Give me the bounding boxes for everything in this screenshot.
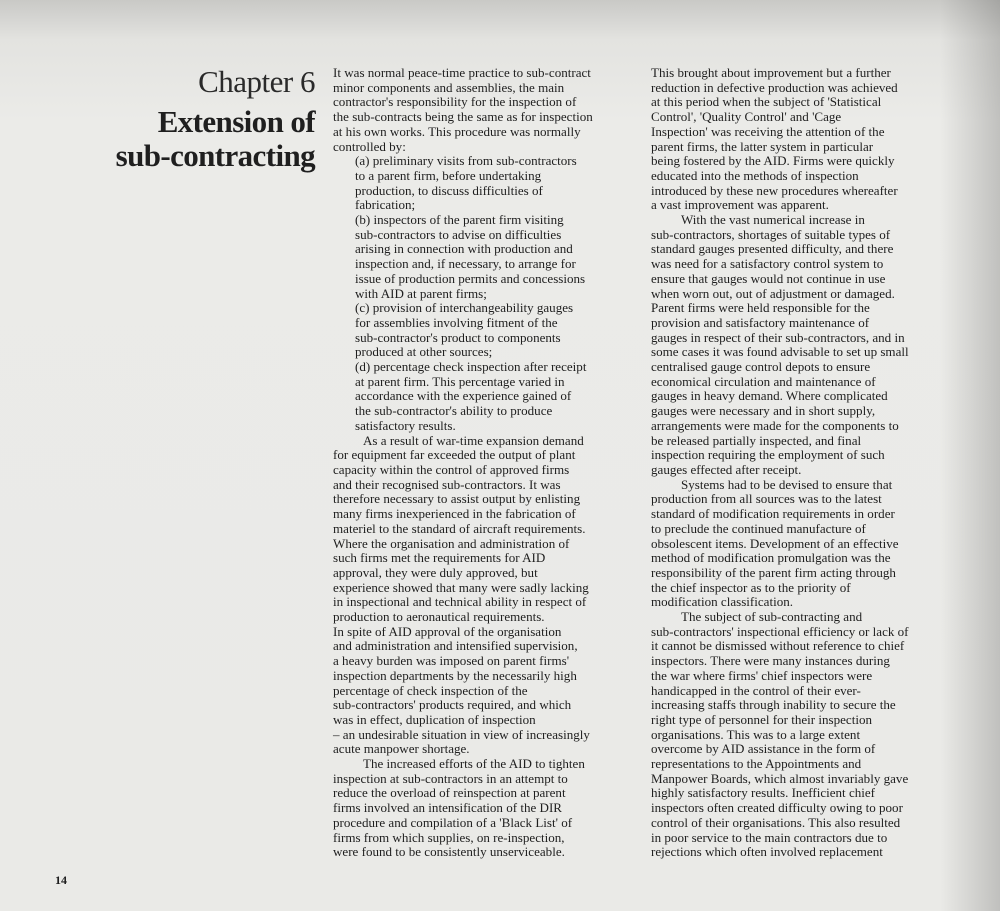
text-line: It was normal peace-time practice to sub-contract <box>333 65 591 80</box>
text-line: to preclude the continued manufacture of <box>651 520 866 536</box>
text-line: issue of production permits and concessions <box>355 270 586 286</box>
text-line: be released partially inspected, and final <box>651 432 862 448</box>
text-line: being fostered by the AID. Firms were quickly <box>651 153 895 169</box>
text-line: experience showed that many were sadly lacking <box>333 579 589 595</box>
page-number: 14 <box>55 873 67 887</box>
text-line: centralised gauge control depots to ensure <box>651 359 871 375</box>
text-line: Systems had to be devised to ensure that <box>681 476 893 492</box>
text-line: rejections which often involved replacement <box>651 844 883 860</box>
text-line: approval, they were duly approved, but <box>333 564 538 580</box>
text-line: obsolescent items. Development of an effective <box>651 535 899 551</box>
text-line: method of modification promulgation was the <box>651 550 891 566</box>
text-line: modification classification. <box>651 594 794 610</box>
text-line: Manpower Boards, which almost invariably gave <box>651 770 909 786</box>
text-line: educated into the methods of inspection <box>651 167 859 183</box>
text-line: sub-contractors, shortages of suitable types of <box>651 226 891 242</box>
text-line: at his own works. This procedure was normally <box>333 123 581 139</box>
text-line: with AID at parent firms; <box>355 285 487 301</box>
text-line: at this period when the subject of 'Statistical <box>651 94 882 110</box>
text-line: the war where firms' chief inspectors were <box>651 667 873 683</box>
text-line: for assemblies involving fitment of the <box>355 314 558 330</box>
text-line: With the vast numerical increase in <box>681 212 865 228</box>
text-line: reduction in defective production was achieved <box>651 79 898 95</box>
text-line: acute manpower shortage. <box>333 741 470 757</box>
text-line: This brought about improvement but a further <box>651 65 891 80</box>
text-line: gauges effected after receipt. <box>651 461 802 477</box>
text-line: the sub-contractor's ability to produce <box>355 403 553 419</box>
text-line: for equipment far exceeded the output of plant <box>333 447 576 463</box>
text-line: (a) preliminary visits from sub-contractors <box>355 153 577 169</box>
text-line: firms involved an intensification of the DIR <box>333 800 562 816</box>
text-line: highly satisfactory results. Inefficient chief <box>651 785 876 801</box>
text-line: inspectors. There were many instances during <box>651 653 890 669</box>
text-line: – an undesirable situation in view of increasingly <box>333 726 590 742</box>
text-line: procedure and compilation of a 'Black List' of <box>333 814 573 830</box>
text-line: Control', 'Quality Control' and 'Cage <box>651 109 842 125</box>
text-line: contractor's responsibility for the inspection of <box>333 94 577 110</box>
text-line: inspection at sub-contractors in an attempt to <box>333 770 568 786</box>
text-line: such firms met the requirements for AID <box>333 550 546 566</box>
text-line: accordance with the experience gained of <box>355 388 572 404</box>
text-line: minor components and assemblies, the main <box>333 79 565 95</box>
text-column-right <box>651 66 956 860</box>
text-line: right type of personnel for their inspection <box>651 711 873 727</box>
text-line: reduce the overload of reinspection at parent <box>333 785 566 801</box>
text-line: arising in connection with production and <box>355 241 573 257</box>
text-line: arrangements were made for the components to <box>651 417 899 433</box>
text-line: it cannot be dismissed without reference to chief <box>651 638 905 654</box>
text-line: gauges in respect of their sub-contractors, and in <box>651 329 905 345</box>
text-line: satisfactory results. <box>355 417 456 433</box>
text-line: The subject of sub-contracting and <box>681 609 863 625</box>
text-line: sub-contractor's product to components <box>355 329 561 345</box>
text-line: control of their organisations. This also resulted <box>651 814 901 830</box>
text-line: inspectors often created difficulty owing to poor <box>651 800 903 816</box>
chapter-title <box>15 105 315 173</box>
text-line: In spite of AID approval of the organisation <box>333 623 562 639</box>
text-line: handicapped in the control of their ever- <box>651 682 861 698</box>
text-line: ensure that gauges would not continue in use <box>651 270 886 286</box>
text-line: many firms inexperienced in the fabrication of <box>333 506 576 522</box>
text-line: firms from which supplies, on re-inspection, <box>333 829 565 845</box>
text-line: Where the organisation and administration of <box>333 535 570 551</box>
text-line: production from all sources was to the latest <box>651 491 882 507</box>
text-line: inspection and, if necessary, to arrange for <box>355 256 576 272</box>
text-line: (c) provision of interchangeability gauges <box>355 300 574 316</box>
chapter-heading <box>15 66 315 173</box>
text-line: when worn out, out of adjustment or damaged. <box>651 285 895 301</box>
text-line: As a result of war-time expansion demand <box>363 432 584 448</box>
text-line: overcome by AID assistance in the form of <box>651 741 876 757</box>
text-line: a heavy burden was imposed on parent firms' <box>333 653 570 669</box>
chapter-title-line: Extension of <box>157 104 315 139</box>
text-line: fabrication; <box>355 197 416 213</box>
text-line: representations to the Appointments and <box>651 756 862 772</box>
text-line: sub-contractors' products required, and which <box>333 697 572 713</box>
chapter-title-line: sub-contracting <box>115 138 315 173</box>
text-line: sub-contractors' inspectional efficiency or lack of <box>651 623 909 639</box>
text-line: a vast improvement was apparent. <box>651 197 829 213</box>
text-line: to a parent firm, before undertaking <box>355 167 542 183</box>
text-line: capacity within the control of approved firms <box>333 461 570 477</box>
text-line: gauges in heavy demand. Where complicated <box>651 388 888 404</box>
text-line: at parent firm. This percentage varied in <box>355 373 565 389</box>
text-line: production to aeronautical requirements. <box>333 609 545 625</box>
text-line: sub-contractors to advise on difficulties <box>355 226 562 242</box>
text-line: some cases it was found advisable to set up small <box>651 344 909 360</box>
text-line: were found to be consistently unserviceable. <box>333 844 565 860</box>
text-line: increasing staffs through inability to secure the <box>651 697 896 713</box>
text-line: and administration and intensified supervision, <box>333 638 578 654</box>
text-line: responsibility of the parent firm acting through <box>651 564 896 580</box>
text-line: The increased efforts of the AID to tighten <box>363 756 585 772</box>
text-column-left <box>333 66 641 860</box>
text-line: (d) percentage check inspection after receipt <box>355 359 587 375</box>
text-line: percentage of check inspection of the <box>333 682 528 698</box>
text-line: in poor service to the main contractors due to <box>651 829 888 845</box>
chapter-number: Chapter 6 <box>198 64 315 99</box>
text-line: introduced by these new procedures whereafter <box>651 182 898 198</box>
text-line: Inspection' was receiving the attention of the <box>651 123 885 139</box>
text-line: in inspectional and technical ability in respect of <box>333 594 587 610</box>
text-line: inspection departments by the necessarily high <box>333 667 577 683</box>
text-line: the sub-contracts being the same as for inspection <box>333 109 593 125</box>
text-line: gauges were necessary and in short supply, <box>651 403 876 419</box>
text-line: parent firms, the latter system in particular <box>651 138 874 154</box>
text-line: produced at other sources; <box>355 344 493 360</box>
text-line: the chief inspector as to the priority of <box>651 579 851 595</box>
text-line: economical circulation and maintenance of <box>651 373 876 389</box>
text-line: was need for a satisfactory control system to <box>651 256 884 272</box>
text-line: organisations. This was to a large extent <box>651 726 861 742</box>
text-line: standard gauges presented difficulty, and there <box>651 241 894 257</box>
text-line: therefore necessary to assist output by enlisting <box>333 491 581 507</box>
text-line: (b) inspectors of the parent firm visiting <box>355 212 564 228</box>
text-line: standard of modification requirements in order <box>651 506 895 522</box>
text-line: provision and satisfactory maintenance of <box>651 314 870 330</box>
text-line: Parent firms were held responsible for the <box>651 300 870 316</box>
text-line: controlled by: <box>333 138 406 154</box>
text-line: was in effect, duplication of inspection <box>333 711 536 727</box>
text-line: inspection requiring the employment of such <box>651 447 885 463</box>
text-line: production, to discuss difficulties of <box>355 182 543 198</box>
text-line: and their recognised sub-contractors. It was <box>333 476 561 492</box>
text-line: materiel to the standard of aircraft requirements. <box>333 520 586 536</box>
